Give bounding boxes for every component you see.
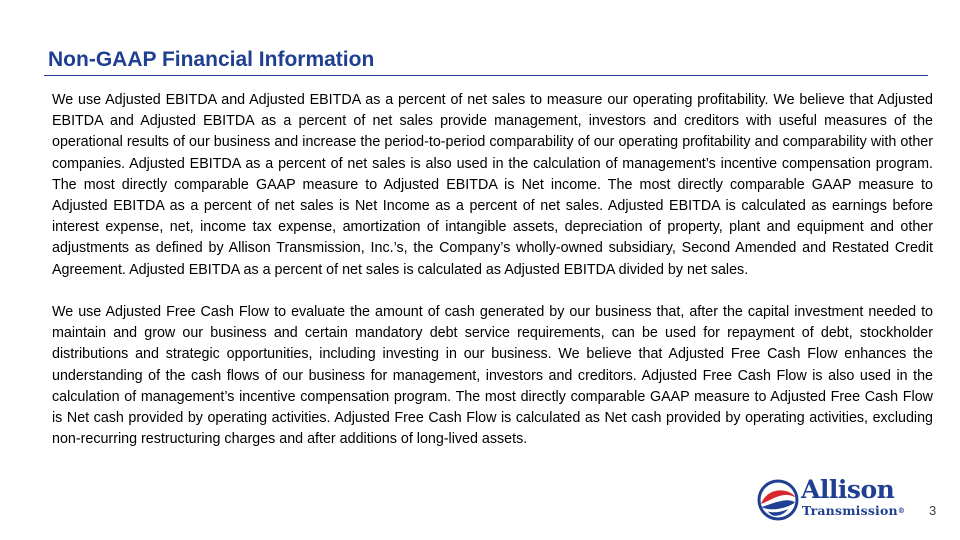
allison-logo-mark-icon <box>756 478 800 522</box>
logo-wordmark-transmission <box>802 503 905 519</box>
page-number: 3 <box>929 503 937 518</box>
paragraph-adjusted-ebitda: We use Adjusted EBITDA and Adjusted EBITDA as a percent of net sales to measure our operating profitability. We believe that Adjusted EBITDA and Adjusted EBITDA as a percent of net sales provide management, investors and creditors with useful measures of the operational results of our business and increase the period-to-period comparability of our operating profitability and comparability with other companies. Adjusted EBITDA as a percent of net sales is also used in the calculation of management’s incentive compensation program. The most directly comparable GAAP measure to Adjusted EBITDA is Net income. The most directly comparable GAAP measure to Adjusted EBITDA as a percent of net sales is Net Income as a percent of net sales. Adjusted EBITDA is calculated as earnings before interest expense, net, income tax expense, amortization of intangible assets, depreciation of property, plant and equipment and other adjustments as defined by Allison Transmission, Inc.’s, the Company’s wholly-owned subsidiary, Second Amended and Restated Credit Agreement. Adjusted EBITDA as a percent of net sales is calculated as Adjusted EBITDA divided by net sales. <box>52 92 933 278</box>
title-underline <box>44 75 928 76</box>
paragraph-adjusted-free-cash-flow: We use Adjusted Free Cash Flow to evaluate the amount of cash generated by our business that, after the capital investment needed to maintain and grow our business and certain mandatory debt service requirements, can be used for repayment of debt, stockholder distributions and strategic opportunities, including investing in our business. We believe that Adjusted Free Cash Flow enhances the understanding of the cash flows of our business for management, investors and creditors. Adjusted Free Cash Flow is also used in the calculation of management’s incentive compensation program. The most directly comparable GAAP measure to Adjusted Free Cash Flow is Net cash provided by operating activities. Adjusted Free Cash Flow is calculated as Net cash provided by operating activities, excluding non-recurring restructuring charges and after additions of long-lived assets. <box>52 304 933 448</box>
slide-title: Non-GAAP Financial Information <box>48 48 375 71</box>
slide-body <box>52 90 933 450</box>
registered-mark: ® <box>897 506 906 515</box>
logo-wordmark-transmission-text: Transmission <box>802 503 898 518</box>
logo-wordmark-allison: Allison <box>801 475 895 504</box>
allison-transmission-logo <box>756 475 921 522</box>
